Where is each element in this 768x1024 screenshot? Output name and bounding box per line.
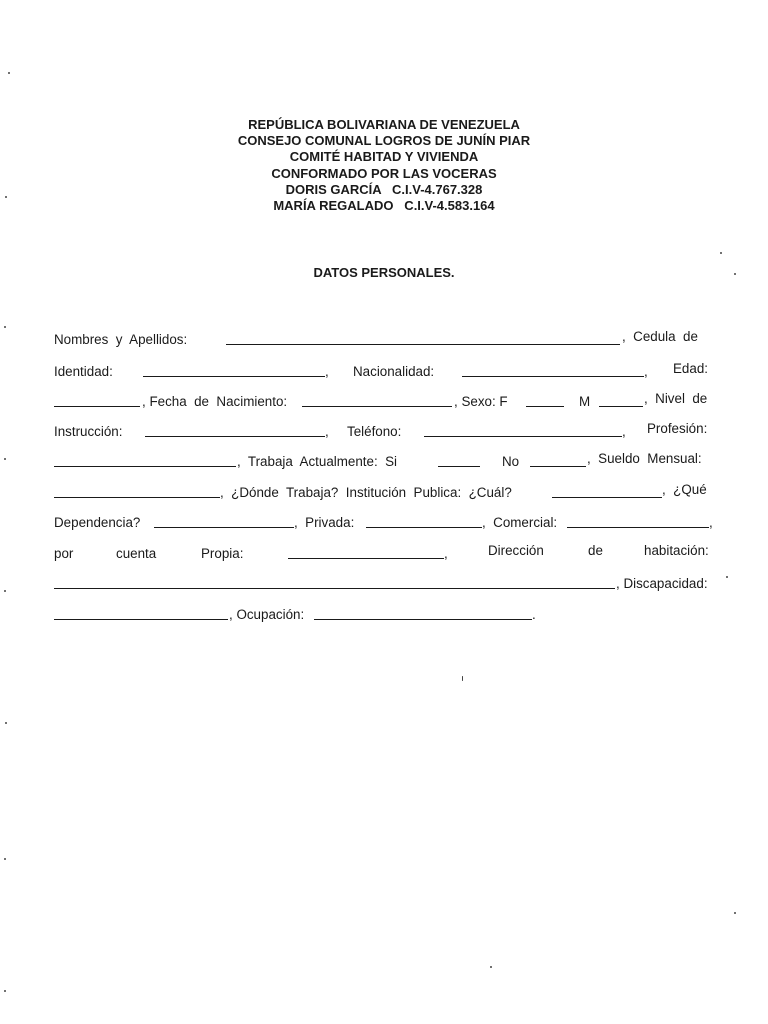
dependencia-label: Dependencia?: [54, 515, 141, 530]
dependencia-field[interactable]: [154, 526, 294, 528]
sexo-f-field[interactable]: [526, 405, 564, 407]
comercial-field[interactable]: [567, 526, 709, 528]
sexo-m-field[interactable]: [599, 405, 643, 407]
ocupacion-field[interactable]: [314, 618, 532, 620]
scan-speck: [8, 72, 10, 74]
edad-label: Edad:: [673, 361, 708, 376]
header-line-vocera-2: MARÍA REGALADO C.I.V-4.583.164: [273, 198, 495, 214]
privada-field[interactable]: [366, 526, 482, 528]
direccion-field[interactable]: [54, 587, 615, 589]
ocupacion-label: , Ocupación:: [229, 607, 305, 622]
discapacidad-label: , Discapacidad:: [616, 576, 708, 591]
scan-speck: [4, 326, 6, 328]
por-label: por: [54, 546, 74, 561]
discapacidad-field[interactable]: [54, 618, 228, 620]
edad-field[interactable]: [54, 405, 140, 407]
scan-speck: [4, 458, 6, 460]
scan-speck: [4, 590, 6, 592]
nacionalidad-label: Nacionalidad:: [353, 364, 435, 379]
trabaja-no-field[interactable]: [530, 465, 586, 467]
habitacion-label: habitación:: [644, 543, 709, 558]
privada-label: , Privada:: [294, 515, 355, 530]
cedula-label: , Cedula de: [622, 329, 698, 344]
scan-speck: [5, 196, 7, 198]
de-label: de: [588, 543, 603, 558]
form-line-3: [54, 392, 711, 410]
trabaja-label: , Trabaja Actualmente: Si: [237, 454, 398, 469]
header-line-republica: REPÚBLICA BOLIVARIANA DE VENEZUELA: [248, 117, 520, 132]
header-line-consejo: CONSEJO COMUNAL LOGROS DE JUNÍN PIAR: [237, 133, 531, 149]
identidad-label: Identidad:: [54, 364, 113, 379]
donde-label: , ¿Dónde Trabaja? Institución Publica: ¿Cuál?: [220, 485, 512, 500]
nombres-field[interactable]: [226, 343, 620, 345]
institucion-field[interactable]: [552, 496, 662, 498]
scan-speck: [462, 676, 463, 681]
propia-field[interactable]: [288, 557, 444, 559]
fecha-label: , Fecha de Nacimiento:: [142, 394, 288, 409]
profesion-label: Profesión:: [647, 421, 708, 436]
scan-speck: [4, 858, 6, 860]
nacionalidad-field[interactable]: [462, 375, 644, 377]
form-line-5: [54, 452, 711, 470]
sexo-label: , Sexo: F: [454, 394, 508, 409]
document-header: [0, 117, 768, 214]
comercial-label: , Comercial:: [482, 515, 558, 530]
form-line-2: Identidad: , Nacionalidad: , Edad:: [54, 361, 708, 379]
nivel-label: , Nivel de: [644, 391, 708, 406]
identidad-field[interactable]: [143, 375, 325, 377]
ocupacion-end: .: [532, 607, 536, 622]
form-line-7: Dependencia? , Privada: , Comercial: ,: [54, 515, 713, 530]
header-line-comite: COMITÉ HABITAD Y VIVIENDA: [289, 149, 479, 165]
scan-speck: [720, 252, 722, 254]
section-title: DATOS PERSONALES.: [313, 265, 455, 280]
nombres-label: Nombres y Apellidos:: [54, 332, 188, 347]
direccion-label: Dirección: [488, 543, 544, 558]
form-line-6: [54, 483, 711, 501]
sueldo-field[interactable]: [54, 496, 220, 498]
scan-speck: [4, 990, 6, 992]
telefono-field[interactable]: [424, 435, 622, 437]
m-label: M: [579, 394, 591, 409]
form-line-9: [54, 574, 711, 592]
scan-speck: [726, 576, 728, 578]
instruccion-field[interactable]: [145, 435, 325, 437]
form-line-1: [54, 330, 711, 348]
propia-label: Propia:: [201, 546, 244, 561]
scan-speck: [734, 273, 736, 275]
fecha-field[interactable]: [302, 405, 452, 407]
scan-speck: [734, 912, 736, 914]
header-line-conformado: CONFORMADO POR LAS VOCERAS: [271, 165, 497, 181]
profesion-field[interactable]: [54, 465, 236, 467]
instruccion-label: Instrucción:: [54, 424, 123, 439]
form-line-8: por cuenta Propia: , Dirección de habitación:: [54, 543, 709, 561]
que-label: , ¿Qué: [662, 482, 707, 497]
sueldo-label: , Sueldo Mensual:: [587, 451, 702, 466]
form-line-10: [54, 605, 711, 623]
form-line-4: Instrucción: , Teléfono: , Profesión:: [54, 421, 708, 439]
no-label: No: [502, 454, 520, 469]
scan-speck: [490, 966, 492, 968]
trabaja-si-field[interactable]: [438, 465, 480, 467]
cuenta-label: cuenta: [116, 546, 157, 561]
telefono-label: Teléfono:: [347, 424, 402, 439]
scan-speck: [5, 722, 7, 724]
header-line-vocera-1: DORIS GARCÍA C.I.V-4.767.328: [285, 181, 483, 197]
